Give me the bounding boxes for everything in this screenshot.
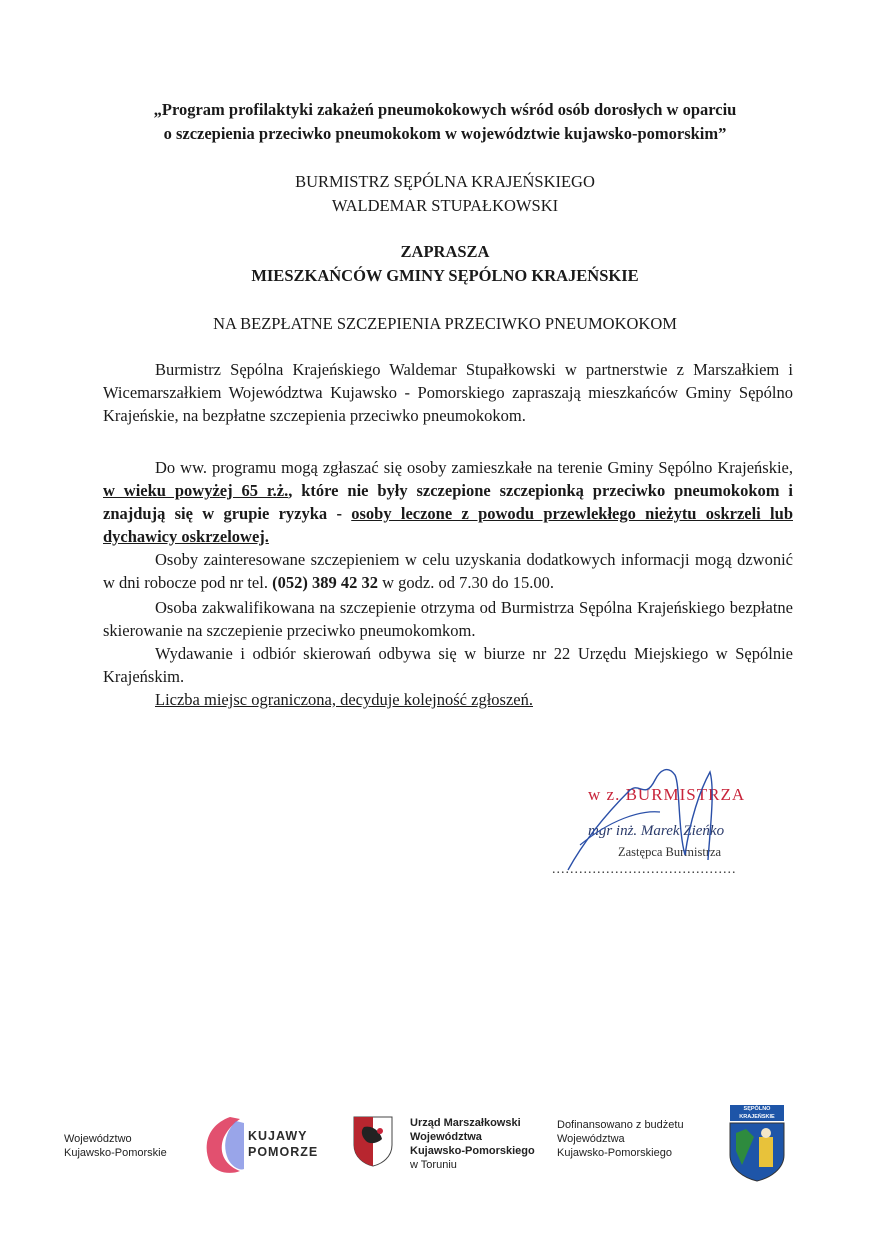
paragraph-office: Wydawanie i odbiór skierowań odbywa się w biurze nr 22 Urzędu Miejskiego w Sępólnie Krajeńskim. bbox=[103, 644, 793, 686]
paragraph-contact bbox=[103, 548, 793, 594]
funded-line2: Województwa bbox=[557, 1133, 625, 1145]
signature-name: mgr inż. Marek Zieńko bbox=[588, 823, 725, 839]
invites-heading: ZAPRASZA bbox=[400, 242, 490, 261]
contact-phone: (052) 389 42 32 bbox=[272, 573, 378, 592]
eligibility-text-c: , które nie były szczepione szczepionką przeciwko pneumokokom i znajdują się w grupie ryzyka - bbox=[103, 481, 793, 523]
eligibility-risk-group: osoby leczone z powodu przewlekłego nieżytu oskrzeli lub dychawicy oskrzelowej. bbox=[103, 504, 793, 546]
logo-wojewodztwo-line1: Województwo bbox=[64, 1133, 132, 1145]
sepolno-crest-icon bbox=[728, 1121, 786, 1183]
crest-label: SĘPÓLNO KRAJEŃSKIE bbox=[730, 1105, 784, 1121]
contact-text-b: w godz. od 7.30 do 15.00. bbox=[377, 573, 554, 592]
funded-line1: Dofinansowano z budżetu bbox=[557, 1119, 684, 1131]
paragraph-intro: Burmistrz Sępólna Krajeńskiego Waldemar Stupałkowski w partnerstwie z Marszałkiem i Wicemarszałkiem Województwa Kujawsko - Pomorskiego zapraszają mieszkańców Gminy Sępólno Krajeńskie, na bezpłatne szczepienia przeciwko pneumokokom. bbox=[103, 360, 793, 425]
funded-line3: Kujawsko-Pomorskiego bbox=[557, 1147, 672, 1159]
eligibility-age: w wieku powyżej 65 r.ż. bbox=[103, 481, 289, 500]
signature-stamp-line: w z. BURMISTRZA bbox=[588, 785, 746, 804]
kujawy-pomorze-swoosh-icon bbox=[200, 1115, 244, 1175]
kujawy-pomorze-logo bbox=[248, 1128, 318, 1160]
paragraph-referral: Osoba zakwalifikowana na szczepienie otrzyma od Burmistrza Sępólna Krajeńskiego bezpłatne skierowanie na szczepienie przeciwko pneumokomkom. bbox=[103, 598, 793, 640]
program-title-line1: „Program profilaktyki zakażeń pneumokokowych wśród osób dorosłych w oparciu bbox=[153, 100, 737, 119]
kujawy-line1: KUJAWY bbox=[248, 1129, 308, 1143]
logo-wojewodztwo-text bbox=[64, 1132, 167, 1160]
office-line4: w Toruniu bbox=[410, 1159, 457, 1171]
eligibility-text-a: Do ww. programu mogą zgłaszać się osoby zamieszkałe na terenie Gminy Sępólno Krajeńskie, bbox=[155, 458, 793, 477]
mayor-title: BURMISTRZ SĘPÓLNA KRAJEŃSKIEGO bbox=[295, 172, 595, 191]
paragraph-eligibility bbox=[103, 456, 793, 548]
signature-dotted-line: ......................................... bbox=[552, 862, 737, 877]
paragraph-limit: Liczba miejsc ograniczona, decyduje kolejność zgłoszeń. bbox=[155, 690, 533, 709]
funding-text bbox=[557, 1118, 684, 1160]
kujawy-line2: POMORZE bbox=[248, 1145, 319, 1159]
contact-text-a: Osoby zainteresowane szczepieniem w celu uzyskania dodatkowych informacji mogą dzwonić w dni robocze pod nr tel. bbox=[103, 550, 793, 592]
subject-heading: NA BEZPŁATNE SZCZEPIENIA PRZECIWKO PNEUMOKOKOM bbox=[213, 314, 677, 333]
mayor-name: WALDEMAR STUPAŁKOWSKI bbox=[331, 196, 559, 215]
logo-wojewodztwo-line2: Kujawsko-Pomorskie bbox=[64, 1147, 167, 1159]
sepolno-crest bbox=[728, 1105, 786, 1183]
residents-heading: MIESZKAŃCÓW GMINY SĘPÓLNO KRAJEŃSKIE bbox=[251, 266, 639, 285]
office-line1: Urząd Marszałkowski bbox=[410, 1117, 521, 1129]
program-title-line2: o szczepienia przeciwko pneumokokom w województwie kujawsko-pomorskim” bbox=[163, 124, 727, 143]
office-line3: Kujawsko-Pomorskiego bbox=[410, 1145, 535, 1157]
voivodeship-coat-of-arms-icon bbox=[352, 1115, 394, 1167]
marshal-office-text bbox=[410, 1116, 535, 1172]
signature-role: Zastępca Burmistrza bbox=[618, 845, 722, 859]
office-line2: Województwa bbox=[410, 1131, 482, 1143]
